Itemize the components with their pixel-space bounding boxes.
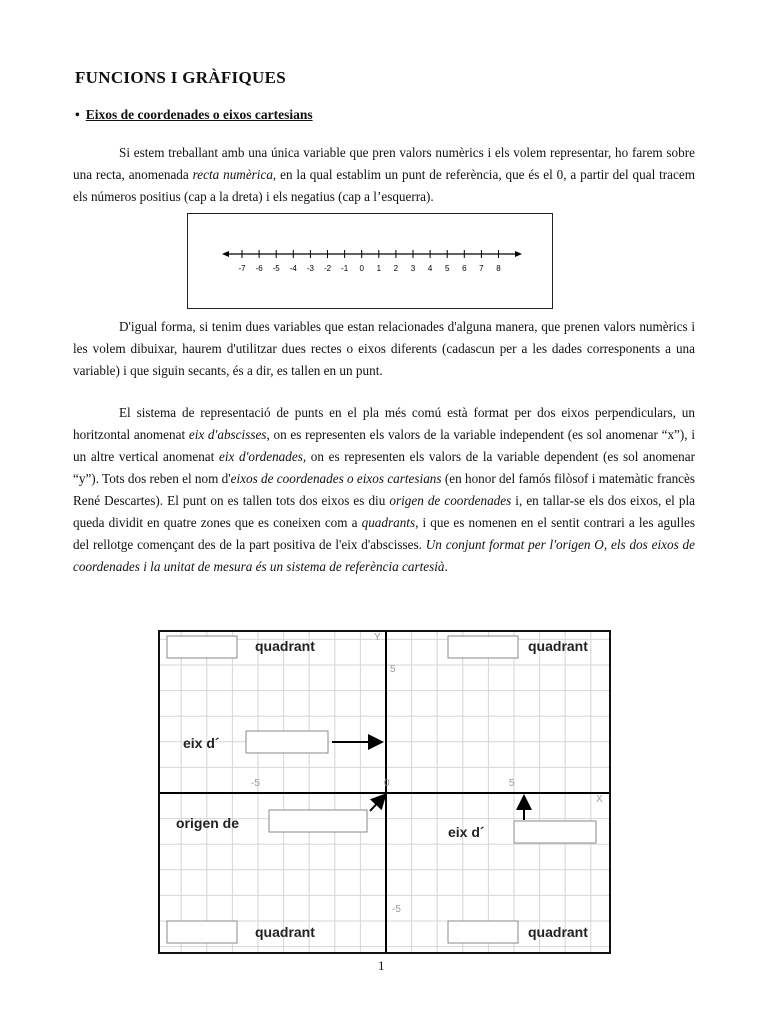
eix-ordenades-input[interactable] — [246, 731, 328, 753]
number-line-tick-label: -4 — [289, 264, 297, 273]
section-heading-text: Eixos de coordenades o eixos cartesians — [85, 107, 313, 122]
number-line-right-arrow — [515, 251, 522, 257]
eix-label-left: eix d´ — [183, 735, 220, 751]
paragraph-two-variables: D'igual forma, si tenim dues variables que estan relacionades d'alguna manera, que prenen valors numèrics i les volem dibuixar, haurem d'utilitzar dues rectes o eixos diferents (cadascun per a les dades corresponents a una variable) i que siguin secants, és a dir, es tallen en un punt. — [73, 319, 695, 378]
cartesian-axes-svg — [158, 630, 611, 954]
y-tick-negative: -5 — [392, 904, 401, 915]
number-line-tick-label: 1 — [376, 264, 382, 273]
y-axis-label: Y — [374, 632, 381, 643]
paragraph-number-line: Si estem treballant amb una única variable que pren valors numèrics i els volem representar, ho farem sobre una recta, anomenada recta numèrica, en la qual establim un punt de referència, que és el 0, a partir del qual tracem els números positius (cap a la dreta) i els negatius (cap a l’esquerra). — [73, 145, 696, 204]
origen-input[interactable] — [269, 810, 367, 832]
origen-label: origen de — [176, 815, 240, 831]
quadrant-label-top-left: quadrant — [255, 638, 315, 654]
number-line-tick-label: 2 — [393, 264, 399, 273]
x-tick-positive: 5 — [509, 778, 515, 789]
number-line-tick-label: -6 — [255, 264, 263, 273]
number-line-tick-label: 8 — [496, 264, 501, 273]
number-line-left-arrow — [222, 251, 229, 257]
number-line-tick-label: -3 — [306, 264, 314, 273]
quadrant-input-bottom-right[interactable] — [448, 921, 518, 943]
x-axis-label: X — [596, 794, 603, 805]
quadrant-label-bottom-left: quadrant — [255, 924, 315, 940]
number-line-tick-label: 0 — [359, 264, 364, 273]
eix-abscisses-input[interactable] — [514, 821, 596, 843]
number-line-tick-label: 6 — [462, 264, 467, 273]
page-title: FUNCIONS I GRÀFIQUES — [75, 68, 286, 87]
cartesian-axes-figure — [158, 630, 611, 954]
number-line-tick-label: -2 — [323, 264, 332, 273]
number-line-figure — [187, 213, 553, 309]
number-line-svg — [188, 214, 552, 308]
number-line-tick-label: 4 — [427, 264, 433, 273]
x-tick-negative: -5 — [251, 778, 260, 789]
eix-label-right: eix d´ — [448, 824, 485, 840]
number-line-tick-label: 5 — [444, 264, 450, 273]
section-heading — [75, 107, 313, 123]
quadrant-input-top-right[interactable] — [448, 636, 518, 658]
number-line-tick-label: 3 — [410, 264, 416, 273]
bullet: • — [75, 107, 80, 122]
paragraph-cartesian-system: El sistema de representació de punts en el pla més comú està format per dos eixos perpendiculars, un horitzontal anomenat eix d'abscisses, on es representen els valors de la variable independent (es sol anomenar “x”), i un altre vertical anomenat eix d'ordenades, on es representen els valors de la variable dependent (es sol anomenar “y”). Tots dos reben el nom d'eixos de coordenades o eixos cartesians (en honor del famós filòsof i matemàtic francès René Descartes). El punt on es tallen tots dos eixos es diu origen de coordenades i, en tallar-se els dos eixos, el pla queda dividit en quatre zones que es coneixen com a quadrants, i que es nomenen en el sentit contrari a les agulles del rellotge començant des de la part positiva de l'eix d'abscisses. Un conjunt format per l'origen O, els dos eixos de coordenades i la unitat de mesura és un sistema de referència cartesià. — [73, 405, 696, 574]
number-line-tick-label: -7 — [238, 264, 246, 273]
origin-tick: 0 — [384, 778, 390, 789]
number-line-tick-label: -1 — [341, 264, 349, 273]
quadrant-label-top-right: quadrant — [528, 638, 588, 654]
number-line-tick-label: 7 — [479, 264, 484, 273]
number-line-tick-label: -5 — [272, 264, 280, 273]
quadrant-input-bottom-left[interactable] — [167, 921, 237, 943]
quadrant-label-bottom-right: quadrant — [528, 924, 588, 940]
y-tick-positive: 5 — [390, 664, 396, 675]
quadrant-input-top-left[interactable] — [167, 636, 237, 658]
page-number: 1 — [378, 958, 385, 973]
